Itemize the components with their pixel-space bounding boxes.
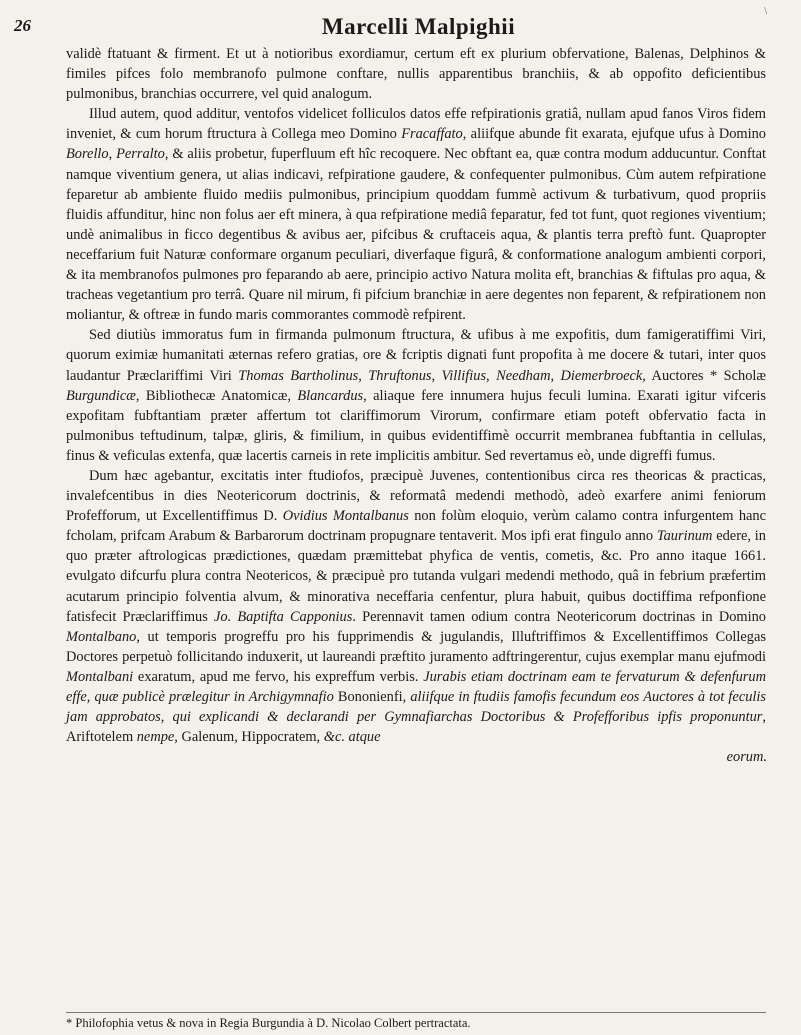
- body-text: [66, 44, 766, 747]
- italic-text: Ovidius Montalbanus: [282, 508, 409, 525]
- text-run: , Galenum, Hippocratem,: [174, 729, 324, 746]
- italic-text: &c. atque: [323, 729, 381, 746]
- paragraph: [66, 44, 766, 104]
- catchword: eorum.: [726, 749, 767, 766]
- italic-text: Fracaffato: [401, 126, 463, 143]
- corner-mark: \: [764, 6, 767, 17]
- italic-text: Burgundicæ: [66, 387, 136, 404]
- footnote: * Philofophia vetus & nova in Regia Burgundia à D. Nicolao Colbert pertractata.: [66, 1012, 766, 1031]
- text-run: Dum hæc agebantur, excitatis inter ftudiofos, præcipuè Juvenes, contentionibus circa res theoricas & practicas, invalefcentibus in dies Neotericorum doctrinis, & reformatâ medendi methodò, adeò exarfere animi feniorum Profefforum, ut Excellentiffimus D.: [66, 467, 766, 525]
- italic-text: aliifque in ftudiis famofis fecundum eos Auctores à tot feculis jam approbatos, qui explicandi & declarandi per Gymnafiarchas Doctoribus & Profefforibus ipfis proponuntur: [66, 689, 767, 726]
- italic-text: Montalbano: [66, 628, 137, 645]
- italic-text: Blancardus: [297, 387, 364, 404]
- text-run: exaratum, apud me fervo, his expreffum verbis.: [133, 668, 424, 685]
- italic-text: Borello: [66, 146, 109, 163]
- italic-text: Thomas Bartholinus, Thruftonus, Villifius, Needham, Diemerbroeck: [238, 367, 643, 384]
- paragraph: [66, 104, 766, 325]
- text-run: Illud autem, quod additur, ventofos videlicet folliculos datos effe refpirationis gratiâ, nullam apud fanos Viros fidem inveniet, & cum horum ftructura à Collega meo Domino: [66, 106, 766, 143]
- text-run: , Auctores * Scholæ: [642, 367, 766, 384]
- text-run: , aliifque abunde fit exarata, ejufque ufus à Domino: [462, 126, 766, 143]
- running-title: Marcelli Malpighii: [321, 14, 516, 39]
- text-run: , Ariftotelem: [66, 709, 766, 746]
- italic-text: Taurinum: [656, 528, 713, 545]
- italic-text: Jo. Baptifta Capponius: [214, 608, 353, 625]
- text-run: , ut temporis progreffu pro his fupprimendis & jugulandis, Illuftriffimos & Excellentiffimos Collegas Doctores perpetuò follicitando induxerit, ut laureandi præftito juramento adftringerentur, cujus exemplar manu ejufmodi: [66, 628, 766, 665]
- text-run: non folùm eloquio, verùm calamo contra infurgentem hanc fcholam, prifcam Arabum & Barbarorum doctrinam propugnare tentaverit. Mos ipfi erat fingulo anno: [66, 508, 766, 545]
- text-run: , & aliis probetur, fuperfluum eft hîc recoquere. Nec obftant ea, quæ contra modum adducuntur. Conftat namque viventium genera, ut alias indicavi, refpiratione gaudere, & confequenter pulmonibus. Cùm autem refpiratione feparetur ab ambiente fluido mediis pulmonibus, principium quoddam fummè activum & turbativum, quod propriis fluidis affunditur, hinc non folus aer eft minera, à qua refpiratione mediâ feparatur, fed tot funt, quot regiones viventium; undè animalibus in ficco degentibus & avibus aer, pifcibus & cruftaceis aqua, & plantis terra preftò funt. Quapropter neceffarium fuit Naturæ conformare organum peculiari, diverfaque figurâ, & conformatione analogum ambienti corpori, & ita membranofos pulmones pro feparando ab aere, principio activo Natura molita eft, branchias & fiftulas pro aqua, & tracheas vegetantium pro terrâ. Quare nil mirum, fi pifcium branchiæ in aere degentes non feparent, & refpirationem non moliantur, & oftreæ in fundo maris commorantes commodè refpirent.: [66, 146, 767, 324]
- italic-text: Jurabis etiam doctrinam eam te fervaturum & defenfurum effe, quæ publicè prælegitur in Archigymnafio: [66, 668, 766, 705]
- text-run: edere, in quo præter aftrologicas prædictiones, quædam præmittebat phyfica de ventis, cometis, &c. Pro anno itaque 1661. evulgato difcurfu plura contra Neotericos, & præcipuè pro tutanda vulgari medendi methodo, quâ in febrium præfertim acutarum principio folventia alvum, & minorativa neceffaria cenfentur, plura habuit, quibus doctiffima refponfione fatisfecit Præclariffimus: [66, 528, 766, 625]
- text-run: validè ftatuant & firment. Et ut à notioribus exordiamur, certum eft ex plurium obfervatione, Balenas, Delphinos & fimiles pifces folo membranofo pulmone conftare, nullis apparentibus branchiis, & ab oppofito deficientibus pulmonibus, branchias occurrere, vel quid analogum.: [66, 46, 766, 103]
- text-run: , Bibliothecæ Anatomicæ,: [135, 387, 298, 404]
- text-run: . Perennavit tamen odium contra Neotericorum doctrinas in Domino: [352, 608, 766, 625]
- page-header: [14, 14, 771, 44]
- italic-text: nempe: [136, 729, 175, 746]
- text-run: Bononienfi,: [333, 689, 411, 705]
- text-run: Sed diutiùs immoratus fum in firmanda pulmonum ftructura, & ufibus à me expofitis, dum famigeratiffimi Viri, quorum eximiæ humanitati æternas refero gratias, ore & fcriptis dignati funt propofita à me docere & tutari, inter quos laudantur Præclariffimi Viri: [66, 327, 766, 384]
- page-number: 26: [14, 16, 31, 35]
- paragraph: [66, 466, 766, 747]
- italic-text: Perralto: [116, 146, 165, 163]
- text-run: ,: [108, 146, 117, 163]
- text-run: , aliaque fere innumera hujus feculi lumina. Exarati igitur vifceris expofitam fubftantiam præter affertum tot clariffimorum Virorum, confirmare etiam poteft obfervatio facta in pulmonibus teftudinum, talpæ, gliris, & fimilium, in quibus evidentiffimè occurrit membranea fubftantia in cellulas, finus & veficulas extenfa, quæ lacertis carneis in rete implicitis ambitur. Sed revertamus eò, unde digreffi fumus.: [66, 387, 766, 464]
- paragraph: [66, 325, 766, 466]
- italic-text: Montalbani: [66, 668, 134, 685]
